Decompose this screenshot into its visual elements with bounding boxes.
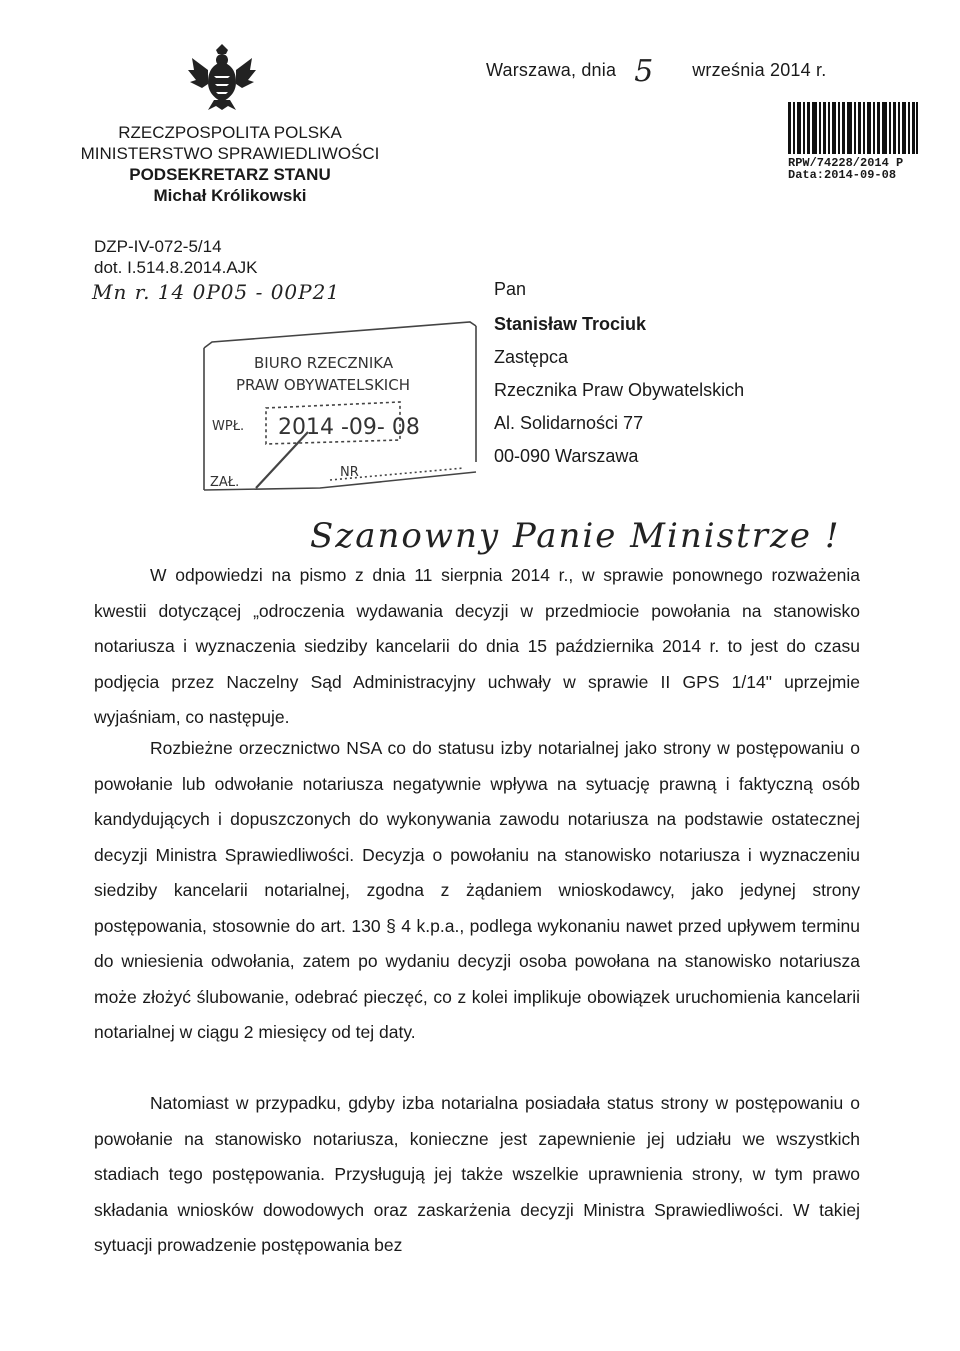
date-day-handwritten: 5	[634, 54, 654, 89]
stamp-received-date: 2014 -09- 08	[278, 415, 420, 440]
stamp-line2: PRAW OBYWATELSKICH	[236, 376, 410, 394]
body-paragraph-2-text: Rozbieżne orzecznictwo NSA co do statusu izby notarialnej jako strony w postępowaniu o powołanie lub odwołanie notariusza negatywnie wpływa na sytuację prawną i faktyczną osób kandydujących i dopuszczonych do wykonywania zawodu notariusza na podstawie ostatecznej decyzji Ministra Sprawiedliwości. Decyzja o powołaniu na stanowisko notariusza i wyznaczeniu siedziby kancelarii notarialnej, zgodna z żądaniem wnioskodawcy, jako jedynej strony postępowania, stosownie do art. 130 § 4 k.p.a., podlega wykonaniu nawet przed upływem terminu do wniesienia odwołania, zatem po wydaniu decyzji osoba powołana na stanowisko notariusza może złożyć ślubowanie, odebrać pieczęć, co z kolei implikuje obowiązek uruchomienia kancelarii notarialnej w ciągu 2 miesięcy od tej daty.	[94, 738, 860, 1042]
recipient-name: Stanisław Trociuk	[494, 314, 647, 334]
recipient-salutation: Pan	[494, 279, 527, 299]
letterhead-ministry: MINISTERSTWO SPRAWIEDLIWOŚCI	[80, 144, 380, 163]
barcode-icon	[788, 102, 918, 154]
recipient-city: 00-090 Warszawa	[494, 446, 639, 466]
stamp-attachments-label: ZAŁ.	[210, 475, 240, 490]
letterhead-name: Michał Królikowski	[153, 186, 307, 205]
date-place: Warszawa, dnia	[486, 60, 617, 80]
recipient-street: Al. Solidarności 77	[494, 413, 644, 433]
polish-eagle-emblem-icon	[186, 40, 258, 112]
stamp-received-label: WPŁ.	[212, 419, 245, 434]
rpw-date: Data:2014-09-08	[788, 168, 897, 182]
body-paragraph-3-text: Natomiast w przypadku, gdyby izba notarialna posiadała status strony w postępowaniu o powołanie na stanowisko notariusza, konieczne jest zapewnienie jej udziału we wszystkich stadiach tego postępowania. Przysługują jej także wszelkie uprawnienia strony, w tym prawo składania wniosków dowodowych oraz zaskarżenia decyzji Ministra Sprawiedliwości. W takiej sytuacji prowadzenie postępowania bez	[94, 1093, 860, 1255]
handwritten-greeting: Szanowny Panie Ministrze !	[310, 516, 841, 556]
recipient-role: Zastępca	[494, 347, 569, 367]
body-paragraph-1	[94, 558, 860, 736]
dot-number: dot. I.514.8.2014.AJK	[94, 258, 258, 277]
date-month-year: września 2014 r.	[692, 60, 827, 80]
stamp-line1: BIURO RZECZNIKA	[254, 354, 394, 372]
letterhead-country: RZECZPOSPOLITA POLSKA	[118, 123, 342, 142]
stamp-number-label: NR	[340, 465, 359, 480]
handwritten-reference: Mn r. 14 0P05 - 00P21	[92, 280, 341, 304]
body-paragraph-3	[94, 1086, 860, 1264]
letterhead-position: PODSEKRETARZ STANU	[129, 165, 331, 184]
rpw-number: RPW/74228/2014 P	[788, 156, 904, 170]
case-number: DZP-IV-072-5/14	[94, 237, 222, 256]
recipient-institution: Rzecznika Praw Obywatelskich	[494, 380, 745, 400]
date-line	[486, 54, 827, 89]
body-paragraph-2	[94, 731, 860, 1051]
received-stamp	[200, 312, 490, 492]
body-paragraph-1-text: W odpowiedzi na pismo z dnia 11 sierpnia 2014 r., w sprawie ponownego rozważenia kwestii dotyczącej „odroczenia wydawania decyzji w przedmiocie powołania na stanowisko notariusza i wyznaczenia siedziby kancelarii do dnia 15 października 2014 r. to jest do czasu podjęcia przez Naczelny Sąd Administracyjny uchwały w sprawie II GPS 1/14" uprzejmie wyjaśniam, co następuje.	[94, 565, 860, 727]
